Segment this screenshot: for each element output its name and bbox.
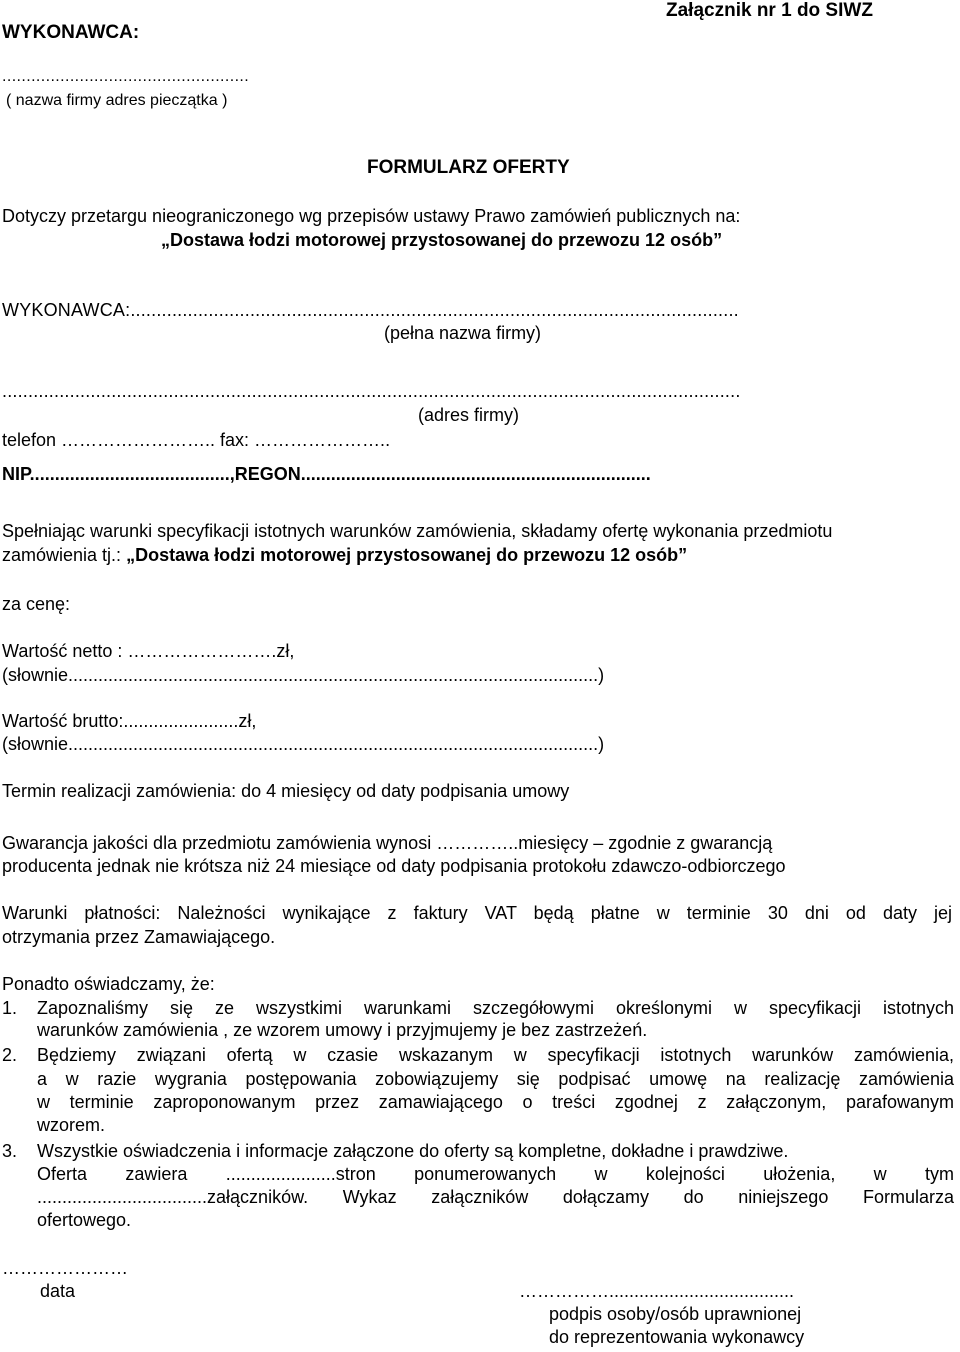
signature-caption-1: podpis osoby/osób uprawnionej — [549, 1304, 802, 1324]
declaration-line: Będziemy związani ofertą w czasie wskazanym w specyfikacji istotnych warunków zamówienia, — [37, 1045, 954, 1065]
declaration-line: Wszystkie oświadczenia i informacje załączone do oferty są kompletne, dokładne i prawdziwe. — [37, 1141, 789, 1161]
phone-fax-line: telefon …………………….. fax: ………………….. — [2, 430, 391, 450]
declaration-line: ..................................załączników. Wykaz załączników dołączamy do niniejszego Formularza — [37, 1187, 954, 1207]
declaration-line: Oferta zawiera ......................stron ponumerowanych w kolejności ułożenia, w tym — [37, 1164, 954, 1184]
net-value: Wartość netto : …………………….zł, — [2, 641, 295, 661]
payment-line-2: otrzymania przez Zamawiającego. — [2, 927, 276, 947]
price-label: za cenę: — [2, 594, 71, 614]
declaration-num: 2. — [2, 1045, 18, 1065]
declaration-line: warunków zamówienia , ze wzorem umowy i przyjmujemy je bez zastrzeżeń. — [37, 1020, 648, 1040]
signature-dots: ……………..................................... — [519, 1281, 795, 1301]
deadline: Termin realizacji zamówienia: do 4 miesięcy od daty podpisania umowy — [2, 781, 570, 801]
declaration-line: a w razie wygrania postępowania zobowiązujemy się podpisać umowę na realizację zamówienia — [37, 1069, 954, 1089]
gross-value: Wartość brutto:.......................zł, — [2, 711, 257, 731]
form-title: FORMULARZ OFERTY — [367, 157, 570, 178]
payment-line-1: Warunki płatności: Należności wynikające z faktury VAT będą płatne w terminie 30 dni od daty jej — [2, 903, 952, 923]
declaration-line: w terminie zaproponowanym przez zamawiającego o treści zgodnej z załączonym, parafowanym — [37, 1092, 954, 1112]
warranty-line-2: producenta jednak nie krótsza niż 24 miesiące od daty podpisania protokołu zdawczo-odbiorczego — [2, 856, 786, 876]
header-contractor-label: WYKONAWCA: — [2, 22, 140, 43]
contractor-address-line: .............................................................................................................................................. — [2, 381, 741, 401]
declaration-line: Zapoznaliśmy się ze wszystkimi warunkami szczegółowymi określonymi w specyfikacji istotnych — [37, 998, 954, 1018]
attachment-label: Załącznik nr 1 do SIWZ — [666, 0, 873, 21]
contractor-name-line: WYKONAWCA:..................................................................................................................... — [2, 300, 739, 320]
declaration-num: 3. — [2, 1141, 18, 1161]
stamp-caption: ( nazwa firmy adres pieczątka ) — [6, 92, 228, 109]
contractor-name-caption: (pełna nazwa firmy) — [384, 323, 542, 343]
intro-line: Dotyczy przetargu nieograniczonego wg przepisów ustawy Prawo zamówień publicznych na: — [2, 206, 741, 226]
contractor-address-caption: (adres firmy) — [418, 405, 520, 425]
net-value-words: (słownie..........................................................................................................) — [2, 665, 605, 685]
offer-statement: Spełniając warunki specyfikacji istotnych warunków zamówienia, składamy ofertę wykonania przedmiotu — [2, 521, 833, 541]
declaration-line: ofertowego. — [37, 1210, 132, 1230]
declarations-intro: Ponadto oświadczamy, że: — [2, 974, 215, 994]
date-dots: ………………… — [2, 1258, 128, 1278]
signature-caption-2: do reprezentowania wykonawcy — [549, 1327, 805, 1347]
declaration-num: 1. — [2, 998, 18, 1018]
offer-statement-cont-text: zamówienia tj.: — [2, 545, 122, 565]
declaration-line: wzorem. — [37, 1115, 106, 1135]
gross-value-words: (słownie..........................................................................................................) — [2, 734, 605, 754]
stamp-dots: ................................................... — [2, 68, 250, 85]
nip-regon-line: NIP........................................,REGON...................................................................... — [2, 464, 651, 484]
offer-subject: „Dostawa łodzi motorowej przystosowanej do przewozu 12 osób” — [126, 545, 688, 565]
offer-statement-cont — [2, 545, 687, 566]
tender-subject: „Dostawa łodzi motorowej przystosowanej do przewozu 12 osób” — [161, 230, 723, 250]
warranty-line-1: Gwarancja jakości dla przedmiotu zamówienia wynosi …………..miesięcy – zgodnie z gwarancją — [2, 833, 773, 853]
date-label: data — [40, 1281, 76, 1301]
